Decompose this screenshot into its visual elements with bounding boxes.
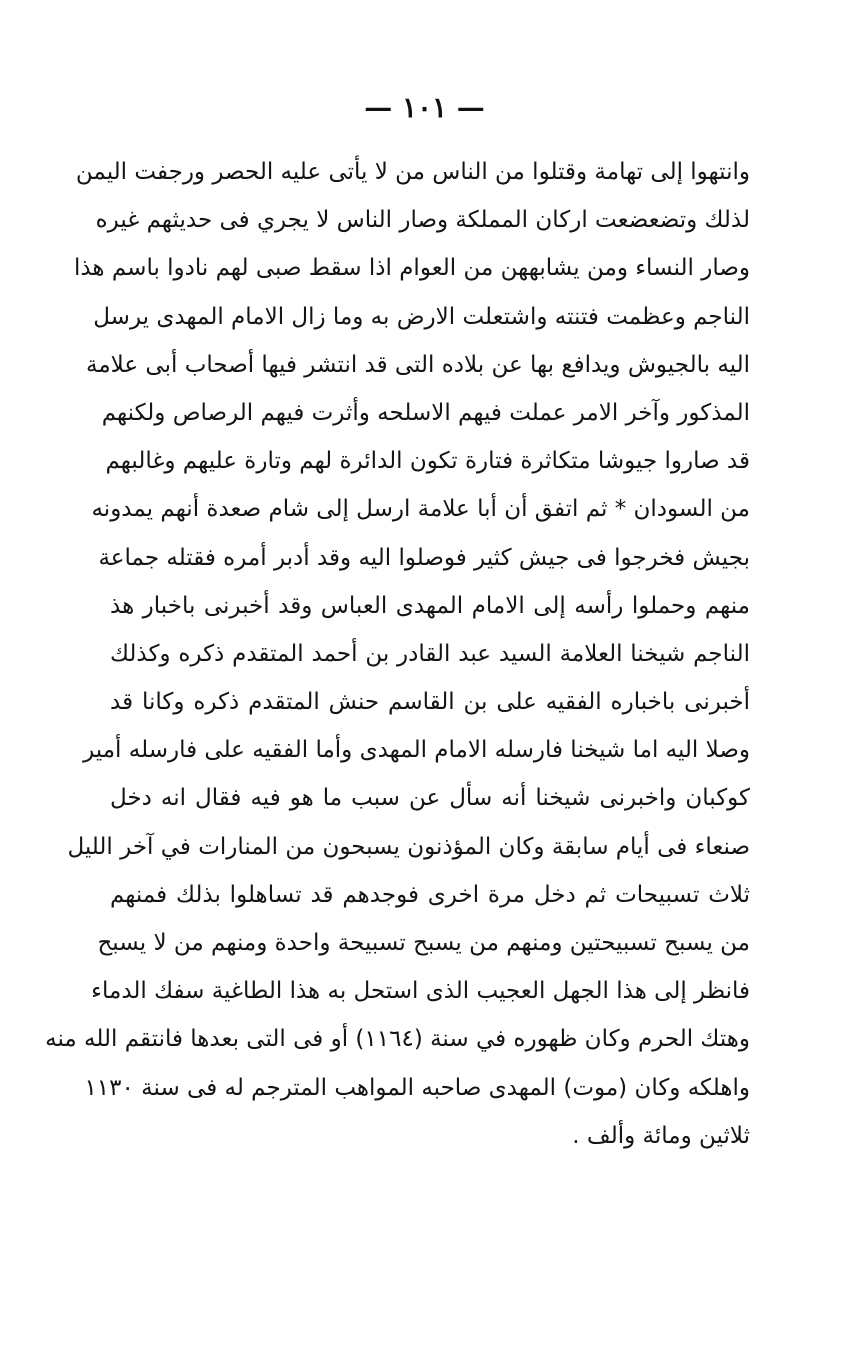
text-line-7: قد صاروا جيوشا متكاثرة فتارة تكون الدائرة لهم وتارة عليهم وغالبهم bbox=[105, 448, 750, 475]
text-line-3: وصار النساء ومن يشابههن من العوام اذا سقط صبى لهم نادوا باسم هذا bbox=[73, 255, 750, 282]
body-text bbox=[45, 148, 750, 1160]
text-line-12: أخبرنى باخباره الفقيه على بن القاسم حنش المتقدم ذكره وكانا قد bbox=[110, 689, 750, 716]
text-line-16: ثلاث تسبيحات ثم دخل مرة اخرى فوجدهم قد تساهلوا بذلك فمنهم bbox=[110, 881, 750, 908]
text-line-5: اليه بالجيوش ويدافع بها عن بلاده التى قد انتشر فيها أصحاب أبى علامة bbox=[86, 351, 750, 378]
text-line-1: وانتهوا إلى تهامة وقتلوا من الناس من لا يأتى عليه الحصر ورجفت اليمن bbox=[75, 159, 750, 185]
text-line-21: ثلاثين ومائة وألف . bbox=[572, 1122, 750, 1149]
text-line-18: فانظر إلى هذا الجهل العجيب الذى استحل به هذا الطاغية سفك الدماء bbox=[91, 978, 750, 1005]
text-line-2: لذلك وتضعضعت اركان المملكة وصار الناس لا يجري فى حديثهم غيره bbox=[95, 207, 750, 234]
text-line-11: الناجم شيخنا العلامة السيد عبد القادر بن أحمد المتقدم ذكره وكذلك bbox=[110, 640, 750, 667]
text-line-19: وهتك الحرم وكان ظهوره في سنة (١١٦٤) أو فى التى بعدها فانتقم الله منه bbox=[45, 1026, 750, 1053]
text-line-14: كوكبان واخبرنى شيخنا أنه سأل عن سبب ما هو فيه فقال انه دخل bbox=[110, 785, 750, 812]
text-line-4: الناجم وعظمت فتنته واشتعلت الارض به وما زال الامام المهدى يرسل bbox=[93, 303, 750, 330]
text-line-9: بجيش فخرجوا فى جيش كثير فوصلوا اليه وقد أدبر أمره فقتله جماعة bbox=[98, 544, 750, 571]
text-line-20: واهلكه وكان (موت) المهدى صاحبه المواهب المترجم له فى سنة ١١٣٠ bbox=[84, 1074, 750, 1101]
text-line-8: من السودان * ثم اتفق أن أبا علامة ارسل إلى شام صعدة أنهم يمدونه bbox=[91, 496, 750, 523]
text-line-10: منهم وحملوا رأسه إلى الامام المهدى العباس وقد أخبرنى باخبار هذ bbox=[110, 592, 750, 619]
text-line-13: وصلا اليه اما شيخنا فارسله الامام المهدى وأما الفقيه على فارسله أمير bbox=[83, 737, 750, 764]
text-line-15: صنعاء فى أيام سابقة وكان المؤذنون يسبحون من المنارات في آخر الليل bbox=[67, 833, 750, 860]
text-line-17: من يسبح تسبيحتين ومنهم من يسبح تسبيحة واحدة ومنهم من لا يسبح bbox=[97, 930, 750, 956]
page-number: — ١٠١ — bbox=[364, 91, 485, 124]
text-line-6: المذكور وآخر الامر عملت فيهم الاسلحه وأثرت فيهم الرصاص ولكنهم bbox=[101, 399, 750, 426]
